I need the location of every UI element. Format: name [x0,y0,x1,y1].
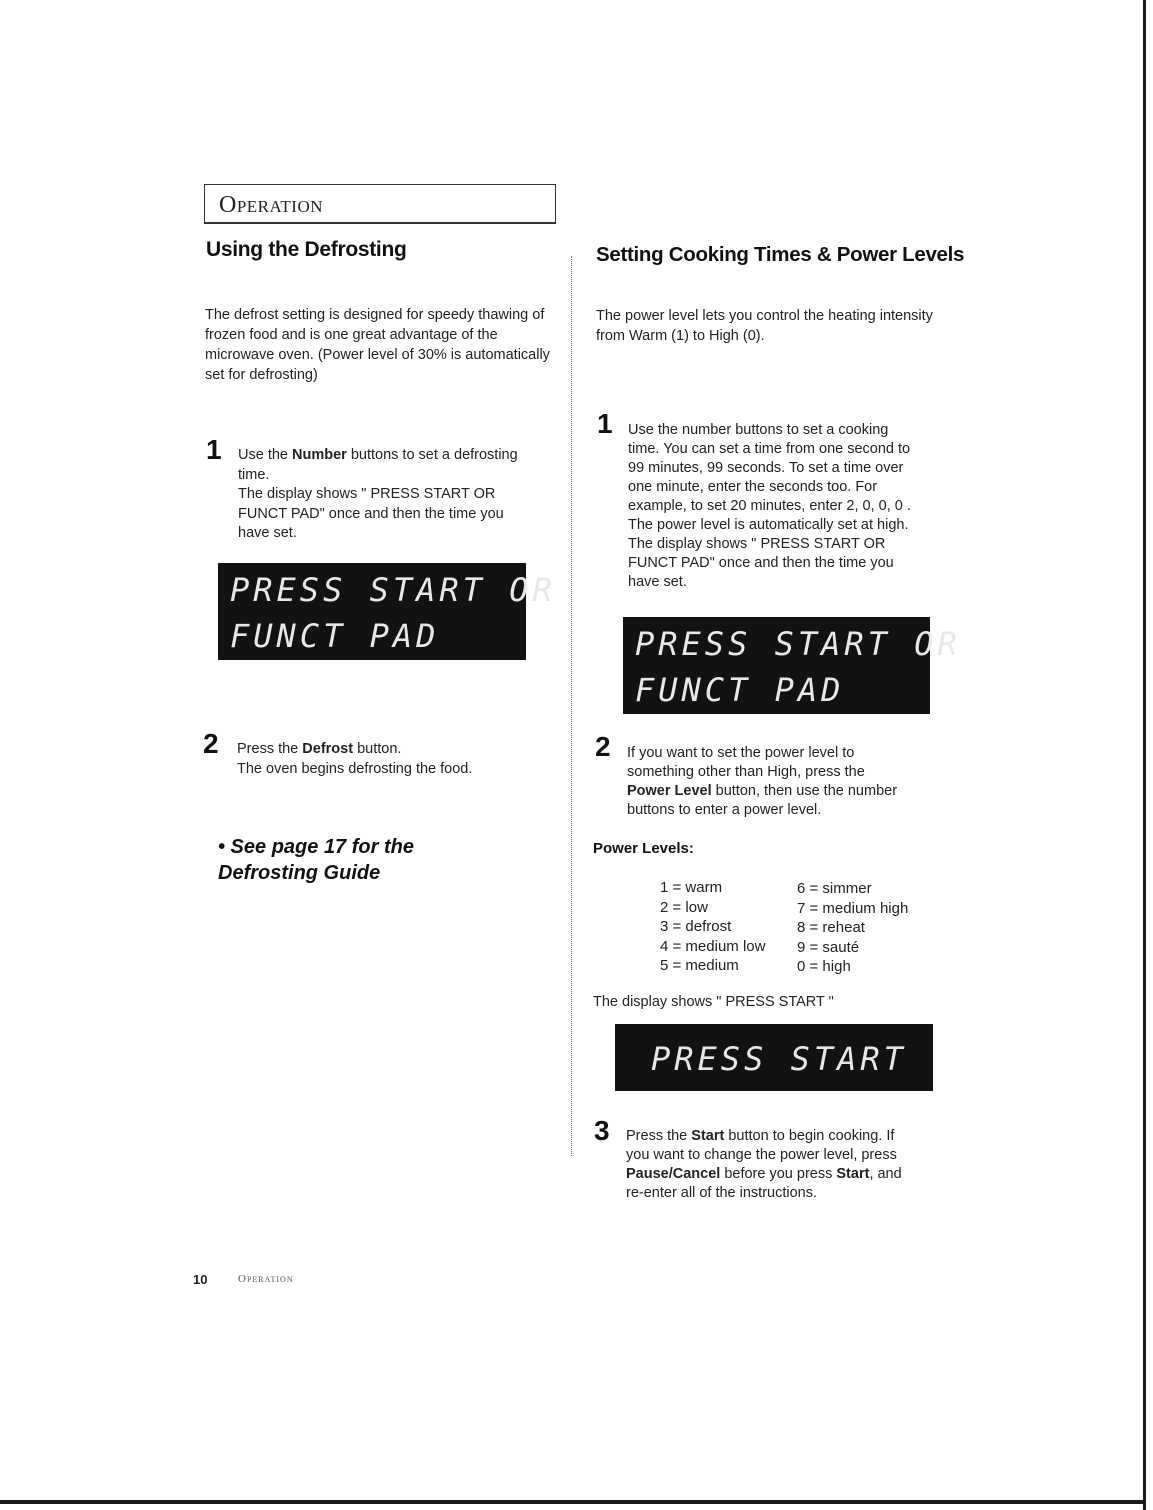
power-level-item: 3 = defrost [660,918,732,935]
left-step2-line2: The oven begins defrosting the food. [237,760,473,777]
right-step2-text [627,744,907,820]
left-display-panel [218,563,556,660]
power-level-item: 5 = medium [660,957,739,974]
right-step3-pre: Press the [626,1128,692,1144]
right-step3-text [626,1127,916,1203]
left-heading: Using the Defrosting [206,238,407,261]
right-step1-number: 1 [597,408,613,439]
display-note: The display shows " PRESS START " [593,994,834,1010]
left-step1-number: 1 [206,434,222,465]
right-step1-line2: The power level is automatically set at high. The display shows " PRESS START OR FUNCT PAD" once and then the time you have set. [628,517,909,590]
power-level-item: 6 = simmer [797,880,872,897]
right-intro: The power level lets you control the heating intensity from Warm (1) to High (0). [596,308,933,344]
right-display-line1: PRESS START OR [635,625,961,663]
right-step2-post: button, then use the number buttons to enter a power level. [627,783,898,818]
left-step2-post: button. [353,741,402,757]
left-display-line1: PRESS START OR [230,571,556,609]
left-step2-number: 2 [203,728,219,759]
right-display-panel [623,617,961,714]
power-levels-column-1 [660,878,765,976]
left-intro: The defrost setting is designed for speedy thawing of frozen food and is one great advantage of the microwave oven. (Power level of 30% is automatically set for defrosting) [205,307,550,383]
right-step1-text [628,421,913,592]
right-step1-body: Use the number buttons to set a cooking time. You can set a time from one second to 99 minutes, 99 seconds. To set a time over one minute, enter the seconds too. For example, to set 20 minutes, enter 2, 0, 0, 0 . [628,422,911,514]
power-level-item: 0 = high [797,958,851,975]
right-step2-number: 2 [595,731,611,762]
left-display-line2: FUNCT PAD [230,617,440,655]
press-start-display [615,1024,933,1091]
power-level-item: 7 = medium high [797,899,909,917]
page-number: 10 [193,1272,208,1287]
power-levels-heading: Power Levels: [593,840,694,857]
column-divider [571,256,572,1156]
power-level-item: 8 = reheat [797,919,865,936]
right-step3-bold-pause: Pause/Cancel [626,1166,721,1182]
section-header-box [204,184,556,224]
left-step1-text [238,446,528,544]
right-step3-number: 3 [594,1115,610,1146]
page-edge-right [1143,0,1146,1510]
left-step1-line2: The display shows " PRESS START OR FUNCT PAD" once and then the time you have set. [238,486,504,541]
defrost-guide-note: • See page 17 for the Defrosting Guide [218,836,414,884]
left-step1-bold: Number [292,447,347,463]
power-level-item: 4 = medium low [660,937,766,955]
power-level-item: 2 = low [660,898,708,916]
right-step3-bold-start: Start [691,1128,725,1144]
right-display-line2: FUNCT PAD [635,671,845,709]
left-step1-pre: Use the [238,447,292,463]
section-title: Operation [219,192,324,218]
power-level-item: 1 = warm [660,879,723,896]
right-step3-post: , and re-enter all of the instructions. [626,1166,902,1201]
right-step2-bold: Power Level [627,783,712,799]
press-start-display-line: PRESS START [651,1040,907,1078]
page-edge-bottom [0,1500,1146,1504]
right-heading: Setting Cooking Times & Power Levels [596,243,965,266]
left-step2-text [237,740,537,779]
left-step2-bold: Defrost [302,741,354,757]
right-step2-pre: If you want to set the power level to something other than High, press the [627,745,865,780]
right-step3-bold-start-2: Start [836,1166,870,1182]
right-step3-mid1: button to begin cooking. If you want to change the power level, press [626,1128,897,1163]
footer-section-label: Operation [238,1273,294,1285]
right-step3-mid2: before you press [720,1166,837,1182]
left-step1-post: buttons to set a defrosting time. [238,447,518,483]
left-step2-pre: Press the [237,741,303,757]
power-level-item: 9 = sauté [797,938,860,956]
power-levels-column-2 [797,879,908,977]
